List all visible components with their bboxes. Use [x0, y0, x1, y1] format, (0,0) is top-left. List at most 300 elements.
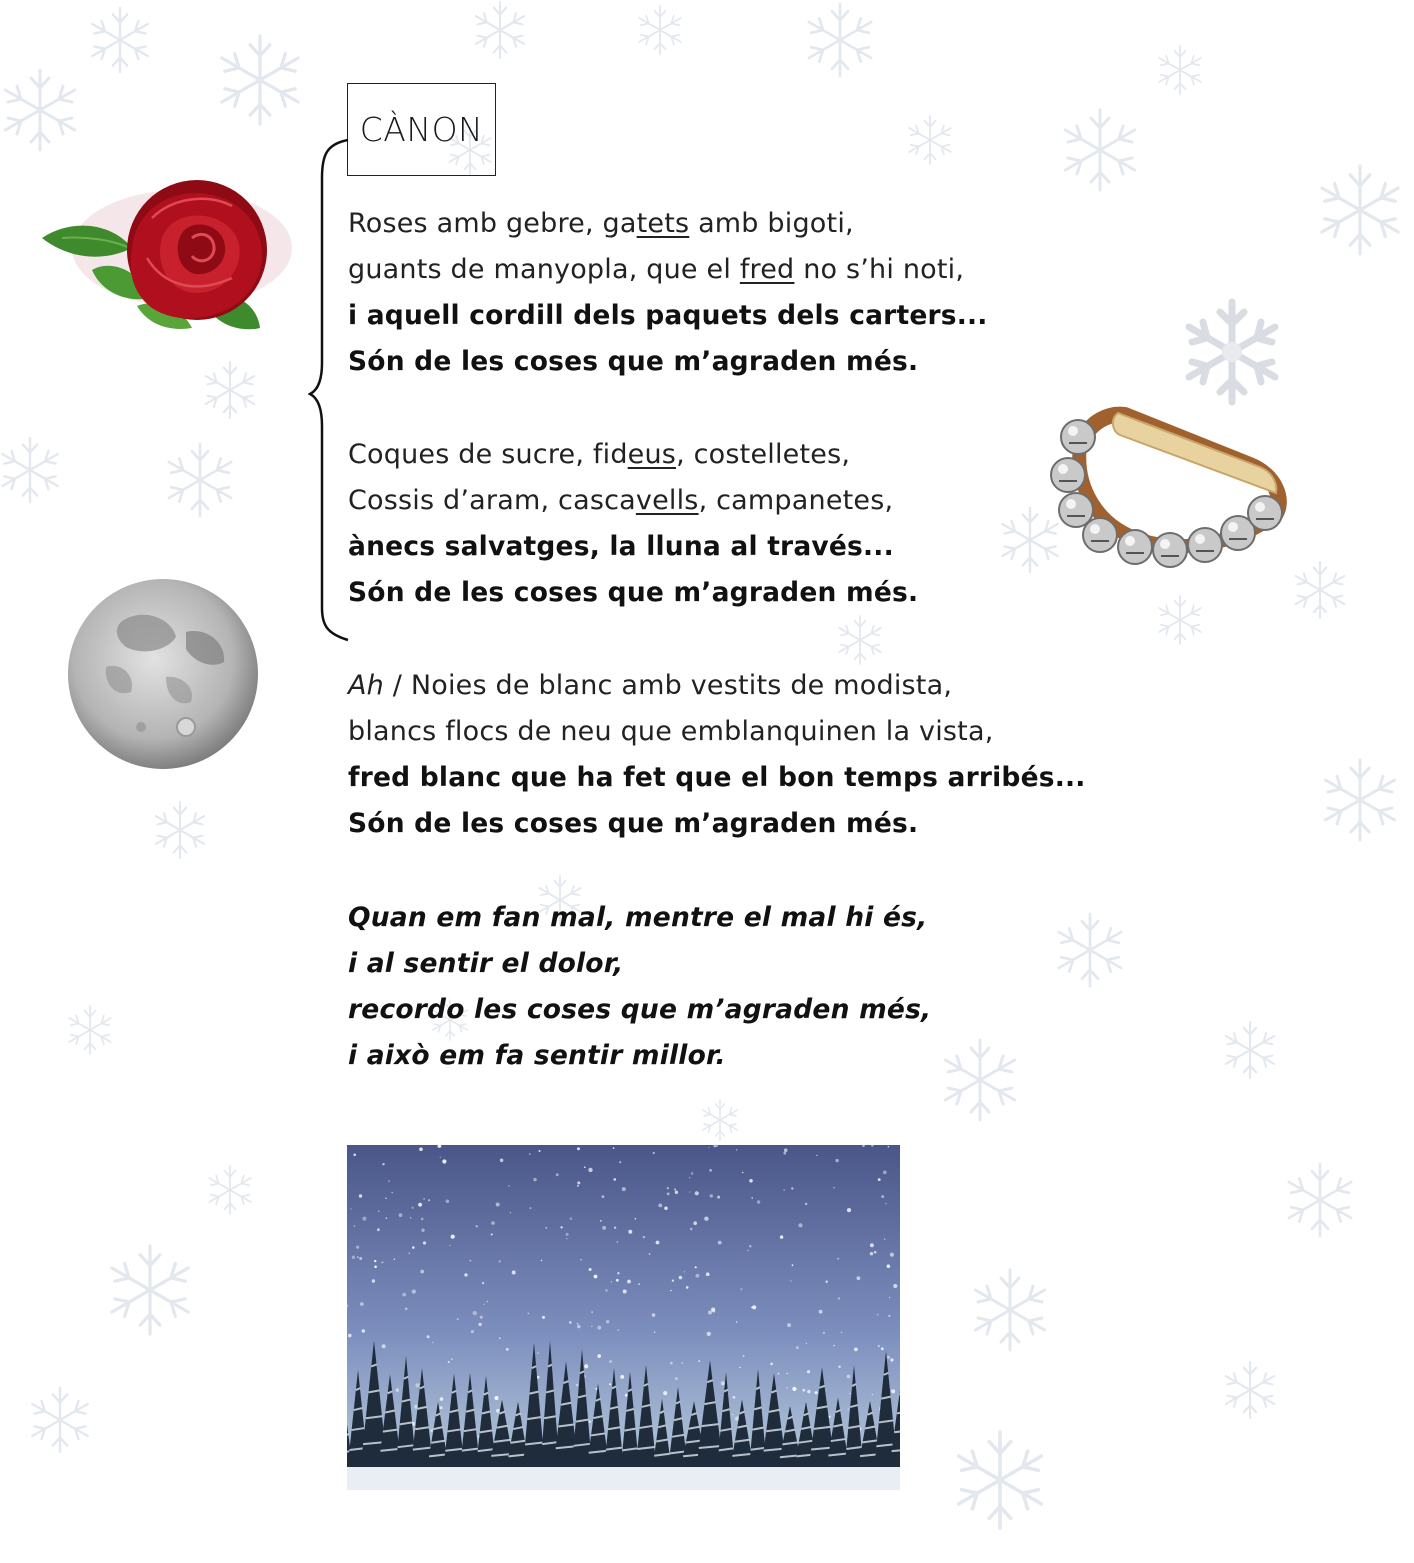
snow-particle	[496, 1409, 500, 1413]
snow-particle	[838, 1366, 840, 1368]
snow-particle	[423, 1198, 425, 1200]
snow-particle	[412, 1290, 416, 1294]
snow-particle	[749, 1245, 751, 1247]
snow-particle	[783, 1189, 785, 1191]
snow-particle	[690, 1228, 693, 1231]
snow-particle	[679, 1276, 683, 1280]
background-snowflake	[909, 116, 951, 164]
snow-particle	[833, 1345, 835, 1347]
bell-highlight	[1090, 524, 1100, 534]
snow-particle	[622, 1187, 626, 1191]
background-snowflake	[809, 4, 871, 76]
snow-particle	[884, 1238, 886, 1240]
background-snowflake	[209, 1166, 251, 1214]
snow-particle	[736, 1321, 738, 1323]
snow-particle	[580, 1259, 582, 1261]
snow-particle	[566, 1238, 567, 1239]
snow-particle	[577, 1147, 580, 1150]
snow-particle	[796, 1346, 799, 1349]
snow-particle	[377, 1228, 380, 1231]
snow-particle	[709, 1169, 712, 1172]
snow-particle	[570, 1218, 572, 1220]
snow-particle	[635, 1218, 637, 1220]
snow-particle	[381, 1261, 383, 1263]
snow-particle	[499, 1337, 501, 1339]
stanza-2-line-3: ànecs salvatges, la lluna al través...	[348, 531, 894, 562]
snow-particle	[359, 1194, 362, 1197]
snow-particle	[826, 1281, 828, 1283]
snow-particle	[833, 1187, 835, 1189]
snow-particle	[883, 1171, 887, 1175]
snow-particle	[847, 1208, 851, 1212]
snow-particle	[617, 1329, 619, 1331]
snow-particle	[752, 1305, 756, 1309]
snow-particle	[627, 1280, 631, 1284]
background-snowflake	[5, 70, 74, 150]
snow-particle	[675, 1191, 678, 1194]
snow-particle	[418, 1203, 422, 1207]
snow-particle	[638, 1283, 640, 1285]
snow-particle	[451, 1358, 453, 1360]
snow-particle	[888, 1315, 890, 1317]
snow-particle	[402, 1293, 406, 1297]
snow-particle	[857, 1276, 861, 1280]
snow-particle	[421, 1229, 424, 1232]
snow-particle	[613, 1147, 615, 1149]
background-snowflake	[92, 8, 147, 72]
bell	[1083, 518, 1117, 552]
snow-particle	[584, 1166, 586, 1168]
snow-particle	[717, 1196, 720, 1199]
snowy-forest-image	[347, 1145, 900, 1490]
snow-particle	[471, 1330, 474, 1333]
snow-particle	[870, 1252, 873, 1255]
snow-particle	[695, 1266, 697, 1268]
bell	[1051, 458, 1085, 492]
snow-particle	[412, 1246, 415, 1249]
snow-particle	[491, 1234, 493, 1236]
snow-particle	[682, 1362, 684, 1364]
snow-particle	[802, 1389, 805, 1392]
stanza-4-line-3: recordo les coses que m’agraden més,	[348, 994, 932, 1025]
snow-particle	[500, 1159, 504, 1163]
snow-particle	[420, 1270, 424, 1274]
snow-particle	[357, 1256, 359, 1258]
snow-particle	[670, 1362, 673, 1365]
snow-particle	[656, 1241, 660, 1245]
snow-particle	[588, 1168, 592, 1172]
snow-particle	[890, 1253, 894, 1257]
background-snowflake	[703, 1100, 738, 1140]
bell-highlight	[1068, 426, 1078, 436]
snow-particle	[391, 1192, 393, 1194]
background-snowflake	[839, 616, 881, 664]
snow-particle	[415, 1383, 419, 1387]
snow-particle	[887, 1264, 891, 1268]
snow-particle	[841, 1332, 842, 1333]
snow-particle	[491, 1221, 495, 1225]
stanza-3-line-2: blancs flocs de neu que emblanquinen la vista,	[348, 716, 994, 747]
snow-particle	[707, 1332, 711, 1336]
snow-particle	[473, 1311, 477, 1315]
snow-particle	[396, 1388, 400, 1392]
snow-particle	[410, 1217, 412, 1219]
snow-particle	[658, 1204, 662, 1208]
bell	[1153, 533, 1187, 567]
snow-particle	[360, 1302, 364, 1306]
snow-particle	[698, 1360, 700, 1362]
snow-particle	[382, 1163, 384, 1165]
snow-particle	[878, 1178, 881, 1181]
snow-particle	[887, 1356, 890, 1359]
background-snowflake	[1325, 760, 1394, 840]
snow-particle	[348, 1334, 352, 1338]
snow-particle	[684, 1271, 685, 1272]
snow-particle	[611, 1281, 612, 1282]
stanza-1-line-3: i aquell cordill dels paquets dels carters...	[348, 300, 988, 331]
stanza-1-line-4: Són de les coses que m’agraden més.	[348, 346, 919, 377]
snow-particle	[506, 1348, 509, 1351]
snow-particle	[708, 1311, 712, 1315]
rose-icon	[32, 178, 292, 340]
snow-particle	[576, 1384, 579, 1387]
canon-title: CÀNON	[347, 83, 496, 176]
background-snowflake	[112, 1246, 188, 1334]
background-snowflake	[1226, 1362, 1274, 1418]
snow-particle	[597, 1326, 601, 1330]
snow-particle	[382, 1344, 386, 1348]
snow-particle	[577, 1181, 580, 1184]
snow-particle	[625, 1394, 628, 1397]
snow-particle	[440, 1157, 441, 1158]
snow-particle	[512, 1271, 516, 1275]
bell-highlight	[1058, 464, 1068, 474]
snow-particle	[877, 1314, 878, 1315]
snow-particle	[854, 1348, 858, 1352]
snow-particle	[419, 1147, 423, 1151]
snow-particle	[616, 1279, 619, 1282]
snow-particle	[643, 1236, 645, 1238]
snow-particle	[835, 1159, 838, 1162]
background-snowflake	[69, 1006, 111, 1054]
snow-particle	[495, 1396, 499, 1400]
stanza-2-line-1: Coques de sucre, fideus, costelletes,	[348, 439, 851, 470]
snow-particle	[751, 1197, 753, 1199]
snow-particle	[614, 1227, 616, 1229]
snow-particle	[440, 1406, 443, 1409]
snow-particle	[354, 1225, 356, 1227]
snow-particle	[591, 1326, 592, 1327]
bell	[1061, 420, 1095, 454]
snow-particle	[740, 1288, 742, 1290]
snow-particle	[545, 1227, 547, 1229]
snow-particle	[664, 1207, 667, 1210]
snow-particle	[787, 1323, 791, 1327]
snow-particle	[542, 1316, 545, 1319]
background-snowflake	[1065, 110, 1134, 190]
snow-particle	[605, 1289, 607, 1291]
snow-particle	[838, 1297, 840, 1299]
snow-particle	[449, 1245, 450, 1246]
snow-particle	[617, 1241, 618, 1242]
snow-particle	[405, 1308, 408, 1311]
background-snowflake	[32, 1388, 87, 1452]
stanza-3-line-4: Són de les coses que m’agraden més.	[348, 808, 919, 839]
snow-particle	[878, 1345, 880, 1347]
snow-particle	[480, 1316, 483, 1319]
snow-particle	[708, 1147, 709, 1148]
snow-particle	[881, 1347, 884, 1350]
stanza-1	[348, 201, 988, 385]
snow-particle	[675, 1377, 678, 1380]
background-snowflake	[1059, 914, 1121, 986]
snow-particle	[448, 1361, 450, 1363]
snow-particle	[807, 1390, 810, 1393]
snow-particle	[652, 1313, 656, 1317]
snow-particle	[483, 1304, 484, 1305]
snow-particle	[704, 1217, 708, 1221]
bell-highlight	[1255, 502, 1265, 512]
snow-particle	[594, 1275, 598, 1279]
bell-highlight	[1066, 499, 1076, 509]
snow-particle	[606, 1320, 609, 1323]
snow-particle	[597, 1354, 601, 1358]
stanza-4-line-4: i això em fa sentir millor.	[348, 1040, 726, 1071]
background-snowflake	[1159, 596, 1201, 644]
snow-particle	[806, 1343, 807, 1344]
background-snowflake	[222, 36, 298, 124]
stanza-3-line-3: fred blanc que ha fet que el bon temps arribés...	[348, 762, 1086, 793]
bell	[1188, 528, 1222, 562]
snow-particle	[874, 1251, 877, 1254]
snow-particle	[476, 1225, 478, 1227]
snow-particle	[537, 1352, 538, 1353]
snow-particle	[807, 1370, 810, 1373]
snow-particle	[359, 1257, 362, 1260]
snow-particle	[710, 1194, 713, 1197]
snow-particle	[609, 1383, 611, 1385]
snow-particle	[427, 1335, 430, 1338]
snow-particle	[743, 1355, 745, 1357]
snow-particle	[628, 1230, 632, 1234]
bell	[1248, 496, 1282, 530]
snow-particle	[374, 1266, 377, 1269]
stanza-4-line-1: Quan em fan mal, mentre el mal hi és,	[348, 902, 928, 933]
snow-particle	[823, 1332, 825, 1334]
snow-particle	[451, 1235, 455, 1239]
snow-particle	[783, 1152, 786, 1155]
snow-particle	[649, 1253, 651, 1255]
snow-particle	[430, 1429, 433, 1432]
bell-highlight	[1228, 522, 1238, 532]
snow-particle	[686, 1286, 689, 1289]
stanza-1-line-1: Roses amb gebre, gatets amb bigoti,	[348, 208, 854, 239]
snow-particle	[733, 1396, 736, 1399]
snow-particle	[770, 1363, 773, 1366]
snow-particle	[362, 1217, 366, 1221]
snow-particle	[791, 1187, 793, 1189]
snow-particle	[614, 1178, 617, 1181]
snow-particle	[412, 1207, 414, 1209]
snow-particle	[609, 1360, 612, 1363]
background-snowflake	[975, 1270, 1044, 1350]
snow-particle	[353, 1154, 356, 1157]
snow-particle	[718, 1241, 722, 1245]
snow-particle	[667, 1193, 670, 1196]
snow-particle	[848, 1409, 849, 1410]
snow-particle	[589, 1268, 592, 1271]
snow-particle	[888, 1146, 890, 1148]
snow-particle	[529, 1153, 530, 1154]
stanza-4	[348, 895, 931, 1079]
background-snowflake	[2, 438, 57, 502]
stanza-3	[348, 663, 1086, 847]
snow-particle	[440, 1397, 444, 1401]
snow-particle	[399, 1213, 403, 1217]
snow-particle	[739, 1367, 740, 1368]
snow-particle	[654, 1331, 656, 1333]
snow-particle	[663, 1391, 667, 1395]
snow-particle	[539, 1150, 541, 1152]
snow-particle	[693, 1221, 697, 1225]
snow-particle	[805, 1203, 807, 1205]
snow-particle	[792, 1264, 794, 1266]
snow-particle	[602, 1226, 606, 1230]
snow-particle	[385, 1198, 387, 1200]
snow-particle	[786, 1373, 788, 1375]
snow-particle	[487, 1301, 488, 1302]
background-snowflake	[1296, 562, 1344, 618]
background-snowflake	[639, 6, 681, 54]
background-snowflake	[1289, 1164, 1351, 1236]
stanza-2	[348, 432, 918, 616]
snow-particle	[674, 1189, 676, 1191]
snow-particle	[716, 1145, 718, 1147]
snow-particle	[749, 1179, 753, 1183]
snow-particle	[696, 1274, 700, 1278]
snow-particle	[890, 1358, 893, 1361]
stanza-1-line-2: guants de manyopla, que el fred no s’hi noti,	[348, 254, 965, 285]
snow-particle	[747, 1250, 748, 1251]
snow-particle	[672, 1280, 674, 1282]
background-snowflake	[156, 802, 204, 858]
snow-particle	[837, 1258, 839, 1260]
background-snowflake	[1322, 166, 1398, 254]
snow-particle	[742, 1172, 743, 1173]
snow-particle	[619, 1161, 621, 1163]
snow-particle	[889, 1297, 890, 1298]
snow-particle	[691, 1172, 693, 1174]
bell-highlight	[1125, 536, 1135, 546]
background-snowflake	[1159, 46, 1201, 94]
stanza-4-line-2: i al sentir el dolor,	[348, 948, 624, 979]
bell-highlight	[1160, 539, 1170, 549]
moon-icon	[66, 577, 260, 771]
snow-particle	[584, 1364, 588, 1368]
snow-particle	[849, 1393, 851, 1395]
snow-particle	[378, 1210, 380, 1212]
snow-particle	[617, 1272, 619, 1274]
background-snowflake	[945, 1040, 1014, 1120]
snow-particle	[893, 1284, 897, 1288]
stanza-3-line-1: Ah / Noies de blanc amb vestits de modista,	[348, 670, 953, 701]
snow-particle	[620, 1375, 624, 1379]
snow-particle	[689, 1177, 690, 1178]
snow-particle	[499, 1260, 501, 1262]
snow-particle	[423, 1241, 426, 1244]
snow-particle	[457, 1318, 459, 1320]
snow-particle	[350, 1208, 351, 1209]
sleigh-bells-icon	[1050, 405, 1290, 570]
snowflake-icon	[1172, 296, 1292, 408]
snow-particle	[870, 1243, 874, 1247]
snow-particle	[561, 1226, 563, 1228]
background-snowflake	[169, 444, 231, 516]
snow-particle	[757, 1200, 760, 1203]
snow-particle	[695, 1191, 699, 1195]
snow-particle	[872, 1394, 874, 1396]
snow-particle	[847, 1375, 851, 1379]
snow-particle	[388, 1180, 390, 1182]
snow-particle	[706, 1272, 710, 1276]
snow-particle	[736, 1149, 738, 1151]
snow-particle	[533, 1178, 536, 1181]
bell-highlight	[1195, 534, 1205, 544]
snow-particle	[815, 1391, 818, 1394]
snow-particle	[374, 1260, 376, 1262]
background-snowflake	[206, 362, 254, 418]
bell	[1118, 530, 1152, 564]
snow-particle	[556, 1173, 559, 1176]
snow-particle	[478, 1323, 481, 1326]
snow-particle	[528, 1313, 529, 1314]
snow-particle	[356, 1246, 359, 1249]
snow-particle	[667, 1187, 669, 1189]
snow-particle	[566, 1233, 569, 1236]
snow-particle	[442, 1159, 446, 1163]
stanza-2-line-4: Són de les coses que m’agraden més.	[348, 577, 919, 608]
snow-particle	[798, 1223, 802, 1227]
snow-particle	[394, 1259, 396, 1261]
snow-particle	[792, 1387, 796, 1391]
snow-particle	[689, 1191, 690, 1192]
snow-particle	[541, 1260, 542, 1261]
background-snowflake	[1226, 1022, 1274, 1078]
snow-particle	[464, 1273, 467, 1276]
snow-particle	[577, 1323, 579, 1325]
snow-particle	[409, 1253, 411, 1255]
snow-particle	[816, 1155, 817, 1156]
snow-particle	[432, 1342, 434, 1344]
background-snowflake	[958, 1432, 1041, 1528]
snow-particle	[732, 1414, 734, 1416]
snow-particle	[470, 1260, 472, 1262]
snow-particle	[602, 1195, 605, 1198]
snow-particle	[670, 1290, 671, 1291]
snow-particle	[421, 1218, 424, 1221]
snow-particle	[784, 1148, 788, 1152]
snow-particle	[569, 1321, 571, 1323]
snow-particle	[778, 1373, 780, 1375]
background-snowflake	[476, 2, 524, 58]
snow-particle	[508, 1185, 510, 1187]
snow-particle	[428, 1199, 430, 1201]
snow-particle	[362, 1329, 365, 1332]
snow-particle	[885, 1203, 887, 1205]
snow-particle	[446, 1200, 450, 1204]
snow-particle	[496, 1203, 500, 1207]
snow-particle	[372, 1279, 375, 1282]
